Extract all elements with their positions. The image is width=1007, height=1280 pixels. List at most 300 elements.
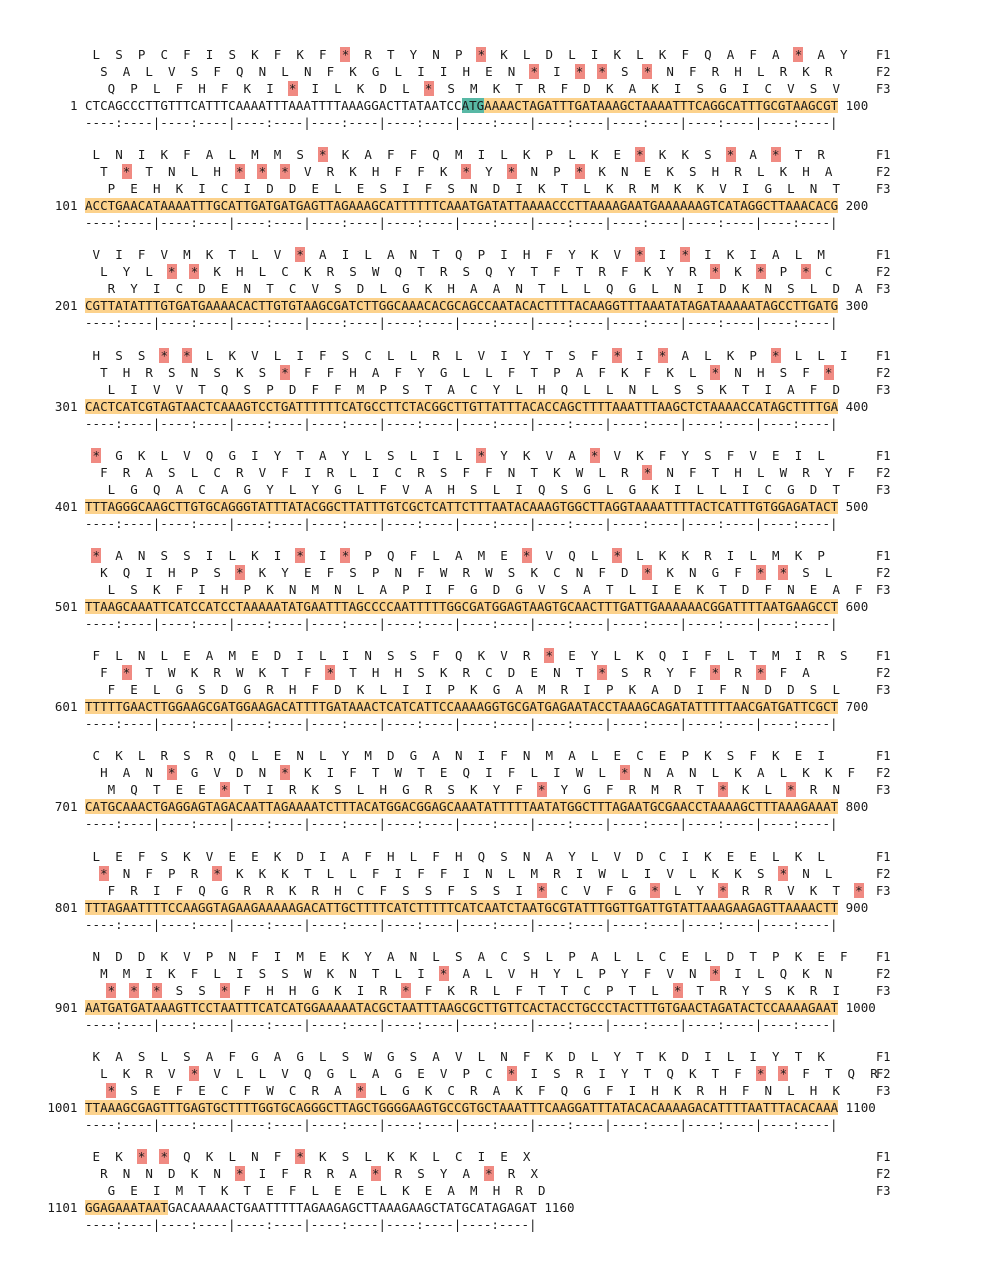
amino-acid: L (636, 948, 644, 964)
amino-acid: R (628, 782, 637, 798)
amino-acid: H (492, 1183, 501, 1199)
amino-acid: N (741, 682, 750, 698)
amino-acid: L (764, 782, 773, 798)
amino-acid: Y (439, 1166, 448, 1182)
amino-acid: C (288, 1083, 297, 1098)
amino-acid: D (719, 281, 727, 297)
amino-acid: E (772, 447, 780, 463)
frame-row-f1 (0, 949, 1007, 965)
position-end: 100 (838, 98, 869, 113)
amino-acid: F (281, 1166, 289, 1182)
amino-acid: R (817, 147, 825, 163)
amino-acid: F (689, 64, 697, 79)
amino-acid: S (470, 481, 478, 497)
amino-acid: W (485, 565, 493, 580)
amino-acid: G (764, 181, 773, 197)
amino-acid: F (92, 648, 101, 664)
amino-acid: N (115, 147, 123, 163)
amino-acid: I (205, 47, 214, 62)
amino-acid: K (621, 364, 629, 380)
amino-acid: N (764, 281, 773, 297)
amino-acid: W (168, 665, 176, 681)
amino-acid: R (817, 648, 825, 664)
frame-row-f1 (0, 448, 1007, 464)
amino-acid: L (689, 865, 697, 881)
frame-row-f2 (0, 765, 1007, 781)
amino-acid: Y (122, 264, 131, 280)
frame-label: F3 (876, 583, 891, 597)
frame-label: F2 (876, 666, 891, 681)
amino-acid: K (183, 848, 191, 864)
amino-acid: E (500, 1149, 508, 1165)
stop-codon: * (636, 247, 644, 263)
amino-acid: G (719, 81, 727, 96)
amino-acid: N (288, 582, 297, 597)
amino-acid: S (402, 882, 410, 898)
amino-acid: T (628, 982, 637, 998)
amino-acid: F (417, 164, 425, 180)
amino-acid: M (122, 965, 131, 981)
amino-acid: L (409, 447, 418, 463)
amino-acid: K (779, 164, 788, 180)
amino-acid: K (545, 1049, 554, 1064)
amino-acid: S (334, 281, 342, 297)
amino-acid: E (439, 765, 448, 781)
stop-codon: * (756, 665, 765, 681)
frame-row-f1 (0, 648, 1007, 664)
amino-acid: K (492, 81, 501, 96)
amino-acid: I (817, 748, 825, 764)
amino-acid: R (288, 782, 297, 798)
stop-codon: * (719, 882, 727, 898)
amino-acid: N (530, 164, 538, 180)
amino-acid: M (228, 648, 236, 664)
amino-acid: L (92, 147, 101, 163)
amino-acid: L (100, 264, 108, 280)
amino-acid: Q (122, 565, 131, 580)
amino-acid: F (409, 147, 418, 163)
frame-row-f2 (0, 966, 1007, 982)
frame-row-f2 (0, 264, 1007, 280)
amino-acid: P (107, 181, 116, 197)
amino-acid: T (605, 582, 614, 597)
position-start: 601 (54, 699, 85, 715)
amino-acid: M (251, 147, 259, 163)
amino-acid: N (689, 765, 697, 781)
amino-acid: Y (621, 965, 629, 981)
amino-acid: R (643, 665, 652, 681)
amino-acid: K (696, 582, 705, 597)
amino-acid: Q (462, 765, 471, 781)
amino-acid: A (772, 247, 780, 263)
stop-codon: * (168, 765, 176, 781)
amino-acid: C (213, 464, 221, 480)
amino-acid: Y (311, 481, 320, 497)
amino-acid: S (168, 364, 176, 380)
amino-acid: S (334, 782, 342, 798)
amino-acid: A (787, 381, 795, 397)
amino-acid: H (394, 665, 403, 681)
amino-acid: F (560, 81, 569, 96)
amino-acid: N (764, 1083, 773, 1098)
ruler: ----:----|----:----|----:----|----:----|----:----|----:----| (85, 1217, 537, 1233)
amino-acid: V (787, 81, 795, 96)
amino-acid: A (145, 464, 153, 480)
ruler: ----:----|----:----|----:----|----:----|----:----|----:----|----:----|----:----|----:----|----:----| (85, 616, 838, 631)
amino-acid: L (107, 481, 116, 497)
amino-acid: R (311, 1083, 320, 1098)
amino-acid: K (832, 1083, 840, 1098)
amino-acid: F (447, 882, 455, 898)
amino-acid: Y (613, 1049, 622, 1064)
stop-codon: * (756, 565, 765, 580)
amino-acid: R (734, 164, 742, 180)
amino-acid: R (439, 264, 448, 280)
amino-acid: L (583, 381, 591, 397)
amino-acid: K (741, 782, 750, 798)
frame-row-f1 (0, 849, 1007, 865)
amino-acid: L (560, 281, 569, 297)
amino-acid: R (741, 882, 750, 898)
amino-acid: A (515, 682, 523, 698)
amino-acid: N (409, 948, 418, 964)
amino-acid: I (643, 865, 652, 881)
amino-acid: N (575, 565, 584, 580)
amino-acid: L (756, 464, 765, 480)
amino-acid: K (213, 264, 221, 280)
amino-acid: S (417, 665, 425, 681)
amino-acid: I (273, 548, 282, 563)
amino-acid: D (236, 765, 244, 781)
amino-acid: I (515, 882, 523, 898)
frame-label: F2 (876, 465, 891, 480)
stop-codon: * (575, 64, 584, 79)
stop-codon: * (711, 965, 720, 981)
amino-acid: F (447, 582, 455, 597)
amino-acid: K (719, 381, 727, 397)
amino-acid: V (160, 247, 169, 263)
amino-acid: N (145, 1166, 153, 1182)
frame-label: F3 (876, 1084, 891, 1098)
amino-acid: T (145, 665, 153, 681)
amino-acid: L (628, 582, 637, 597)
frame-label: F2 (876, 365, 891, 380)
amino-acid: R (160, 748, 169, 764)
amino-acid: Y (666, 264, 674, 280)
amino-acid: K (190, 665, 199, 681)
amino-acid: C (500, 948, 508, 964)
amino-acid: K (349, 164, 357, 180)
amino-acid: I (311, 81, 320, 96)
amino-acid: N (832, 782, 840, 798)
amino-acid: I (152, 882, 161, 898)
amino-acid: I (704, 1049, 712, 1064)
amino-acid: F (371, 865, 380, 881)
amino-acid: V (545, 447, 554, 463)
amino-acid: K (666, 565, 674, 580)
position-end: 1100 (838, 1100, 876, 1115)
amino-acid: N (643, 765, 652, 781)
amino-acid: T (832, 181, 840, 197)
amino-acid: A (205, 1049, 214, 1064)
amino-acid: R (107, 281, 116, 297)
amino-acid: I (658, 247, 667, 263)
amino-acid: S (137, 1049, 146, 1064)
amino-acid: L (583, 181, 591, 197)
amino-acid: L (432, 1149, 440, 1165)
amino-acid: E (681, 948, 689, 964)
amino-acid: V (613, 848, 622, 864)
amino-acid: N (628, 381, 637, 397)
amino-acid: T (749, 648, 757, 664)
amino-acid: K (439, 665, 448, 681)
amino-acid: H (462, 64, 471, 79)
amino-acid: T (243, 1183, 252, 1199)
amino-acid: S (243, 381, 252, 397)
amino-acid: E (175, 782, 184, 798)
amino-acid: R (802, 464, 810, 480)
amino-acid: K (658, 47, 667, 62)
amino-acid: L (832, 682, 840, 698)
amino-acid: R (734, 665, 742, 681)
amino-acid: L (636, 548, 644, 563)
amino-acid: R (394, 1166, 403, 1182)
amino-acid: M (651, 181, 659, 197)
amino-acid: V (477, 347, 486, 363)
amino-acid: A (651, 682, 659, 698)
amino-acid: K (424, 1083, 433, 1098)
amino-acid: K (794, 948, 803, 964)
amino-acid: G (251, 1049, 259, 1064)
amino-acid: K (470, 682, 478, 698)
amino-acid: M (772, 548, 780, 563)
amino-acid: E (198, 1083, 206, 1098)
amino-acid: F (311, 682, 320, 698)
amino-acid: Q (394, 264, 403, 280)
amino-acid: N (349, 965, 357, 981)
amino-acid: T (281, 665, 289, 681)
amino-acid: Q (228, 748, 236, 764)
amino-acid: I (243, 181, 252, 197)
frame-label: F3 (876, 1184, 891, 1199)
amino-acid: N (303, 64, 312, 79)
amino-acid: E (794, 748, 803, 764)
amino-acid: E (356, 181, 365, 197)
stop-codon: * (485, 1166, 493, 1182)
amino-acid: Q (485, 264, 493, 280)
dna-sequence-line (0, 399, 868, 415)
amino-acid: V (281, 1066, 289, 1081)
amino-acid: M (311, 582, 320, 597)
frame-row-f1 (0, 748, 1007, 764)
amino-acid: K (122, 1066, 131, 1081)
amino-acid: I (575, 865, 584, 881)
stop-codon: * (643, 64, 652, 79)
amino-acid: K (115, 1149, 123, 1165)
amino-acid: S (809, 81, 818, 96)
amino-acid: D (379, 81, 387, 96)
amino-acid: T (432, 247, 440, 263)
amino-acid: R (462, 665, 471, 681)
amino-acid: L (613, 648, 622, 664)
amino-acid: S (198, 682, 206, 698)
amino-acid: S (228, 47, 236, 62)
sequence-block (0, 147, 1007, 247)
amino-acid: T (371, 965, 380, 981)
amino-acid: Y (621, 1066, 629, 1081)
amino-acid: S (809, 682, 818, 698)
amino-acid: R (243, 882, 252, 898)
amino-acid: I (590, 47, 599, 62)
amino-acid: L (515, 381, 523, 397)
amino-acid: E (749, 848, 757, 864)
amino-acid: E (356, 1183, 365, 1199)
dna-sequence: ACCTGAACATAAAATTTGCATTGATGATGAGTTAGAAAGCATTTTTTCAAATGATATTAAAACCCTTAAAAGAATGAAAAAAGTCATAGGCTTAAACACG (85, 198, 839, 214)
amino-acid: F (779, 665, 788, 681)
amino-acid: E (228, 848, 236, 864)
amino-acid: L (696, 481, 705, 497)
amino-acid: V (439, 1066, 448, 1081)
amino-acid: E (152, 1083, 161, 1098)
stop-codon: * (220, 782, 229, 798)
amino-acid: L (394, 64, 403, 79)
amino-acid: R (764, 882, 773, 898)
amino-acid: M (470, 1183, 478, 1199)
amino-acid: H (288, 982, 297, 998)
amino-acid: I (832, 982, 840, 998)
amino-acid: I (734, 965, 742, 981)
amino-acid: S (447, 782, 455, 798)
amino-acid: S (160, 848, 169, 864)
amino-acid: G (402, 782, 410, 798)
amino-acid: Y (409, 47, 418, 62)
amino-acid: L (152, 682, 161, 698)
amino-acid: V (92, 247, 101, 263)
amino-acid: A (387, 247, 395, 263)
position-start: 701 (54, 799, 85, 815)
amino-acid: H (538, 381, 546, 397)
amino-acid: M (454, 147, 463, 163)
amino-acid: V (454, 1049, 463, 1064)
amino-acid: I (485, 765, 493, 781)
position-start: 1101 (47, 1200, 85, 1216)
amino-acid: Y (341, 748, 350, 764)
amino-acid: D (266, 181, 274, 197)
amino-acid: I (303, 464, 312, 480)
dna-sequence-line (0, 900, 868, 916)
amino-acid: C (583, 982, 591, 998)
amino-acid: N (666, 464, 674, 480)
frame-row-f3 (0, 1083, 1007, 1099)
amino-acid: S (387, 447, 395, 463)
amino-acid: D (168, 1166, 176, 1182)
amino-acid: F (387, 147, 395, 163)
amino-acid: L (575, 965, 584, 981)
amino-acid: K (439, 164, 448, 180)
amino-acid: R (704, 548, 712, 563)
frame-row-f2 (0, 665, 1007, 681)
amino-acid: F (137, 247, 146, 263)
frame-label: F1 (876, 48, 891, 62)
amino-acid: R (205, 748, 214, 764)
amino-acid: F (545, 247, 554, 263)
amino-acid: L (107, 381, 116, 397)
amino-acid: D (288, 181, 297, 197)
amino-acid: R (522, 648, 531, 664)
amino-acid: Y (417, 364, 425, 380)
sequence-block (0, 1149, 1007, 1249)
stop-codon: * (281, 164, 289, 180)
position-end: 400 (838, 398, 869, 414)
amino-acid: T (417, 264, 425, 280)
amino-acid: K (651, 81, 659, 96)
amino-acid: K (137, 447, 146, 463)
amino-acid: V (787, 882, 795, 898)
amino-acid: P (817, 548, 825, 563)
amino-acid: V (205, 848, 214, 864)
amino-acid: X (522, 1149, 531, 1165)
amino-acid: A (341, 848, 350, 864)
amino-acid: I (741, 81, 750, 96)
stop-codon: * (319, 147, 327, 163)
amino-acid: N (409, 247, 418, 263)
amino-acid: A (756, 765, 765, 781)
amino-acid: F (764, 582, 773, 597)
amino-acid: G (334, 481, 342, 497)
stop-codon: * (643, 464, 652, 480)
amino-acid: P (749, 347, 757, 363)
amino-acid: F (704, 648, 712, 664)
amino-acid: A (590, 948, 599, 964)
amino-acid: R (266, 882, 274, 898)
dna-sequence: CACTCATCGTAGTAACTCAAAGTCCTGATTTTTTCATGCCTTCTACGGCTTGTTATTTACACCAGCTTTTAAATTTAAGCTCTAAAACCATAGCTTTTGA (85, 398, 839, 414)
amino-acid: G (311, 982, 320, 998)
dna-sequence-line (0, 298, 868, 314)
amino-acid: I (530, 1066, 538, 1081)
amino-acid: Y (130, 281, 138, 297)
frame-label: F1 (876, 649, 891, 664)
amino-acid: G (190, 765, 199, 781)
amino-acid: L (485, 965, 493, 981)
amino-acid: I (477, 748, 486, 764)
amino-acid: K (673, 181, 682, 197)
amino-acid: P (545, 147, 554, 163)
amino-acid: L (598, 765, 606, 781)
amino-acid: K (266, 582, 274, 597)
amino-acid: N (334, 582, 342, 597)
amino-acid: P (454, 47, 463, 62)
amino-acid: M (273, 147, 282, 163)
amino-acid: F (379, 481, 387, 497)
amino-acid: E (726, 848, 735, 864)
amino-acid: T (100, 164, 108, 180)
amino-acid: C (764, 81, 773, 96)
amino-acid: Y (741, 982, 750, 998)
amino-acid: Q (666, 1066, 674, 1081)
amino-acid: L (817, 447, 825, 463)
ruler: ----:----|----:----|----:----|----:----|----:----|----:----|----:----|----:----|----:----|----:----| (85, 816, 838, 832)
amino-acid: N (666, 64, 674, 79)
amino-acid: G (326, 1066, 335, 1081)
amino-acid: L (432, 948, 440, 964)
amino-acid: F (183, 147, 191, 163)
amino-acid: T (530, 264, 538, 280)
amino-acid: W (575, 464, 584, 480)
amino-acid: K (658, 1049, 667, 1064)
amino-acid: L (364, 1149, 372, 1165)
amino-acid: P (553, 164, 561, 180)
amino-acid: F (334, 381, 342, 397)
